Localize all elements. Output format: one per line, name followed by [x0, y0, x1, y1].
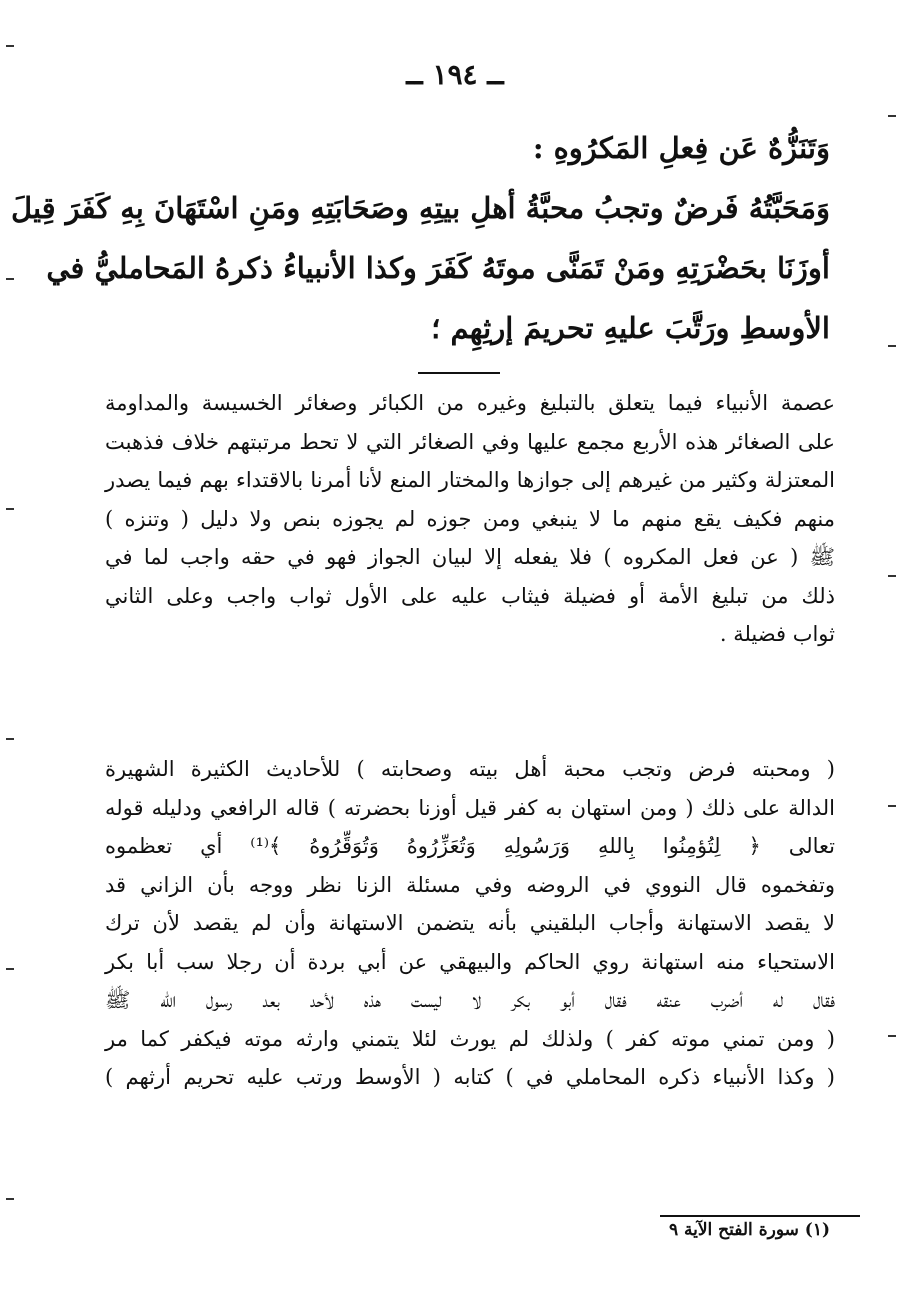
- scan-edge-mark: [6, 45, 14, 47]
- commentary-line: ﷺ ( عن فعل المكروه ) فلا يفعله إلا لبيان الجواز فهو في حقه واجب لما في: [105, 545, 835, 569]
- commentary-line: ( وكذا الأنبياء ذكره المحاملي في ) كتابه ( الأوسط ورتب عليه تحريم أرثهم ): [105, 1065, 835, 1089]
- scan-edge-mark: [6, 968, 14, 970]
- commentary-paragraph-1: [105, 384, 835, 654]
- matn-line: الأوسطِ ورَتَّبَ عليهِ تحريمَ إرثِهِم ؛: [431, 311, 830, 345]
- scan-edge-mark: [888, 575, 896, 577]
- scan-edge-mark: [888, 345, 896, 347]
- commentary-line: تعالى ﴿ لِتُؤمِنُوا بِاللهِ وَرَسُولِهِ وَتُعَزِّرُوهُ وَتُوَقِّرُوهُ ﴾⁽¹⁾ أي تعظموه: [105, 834, 835, 858]
- section-divider: [418, 372, 500, 374]
- commentary-line: فقال له أضرب عنقه فقال أبو بكر لا ليست هذه لأحد بعد رسول الله ﷺ: [105, 988, 835, 1012]
- matn-line: وَتَنَزُّهٌ عَن فِعلِ المَكرُوهِ :: [532, 131, 830, 165]
- commentary-line: على الصغائر هذه الأربع مجمع عليها وفي الصغائر التي لا تحط مرتبتهم خلاف فذهبت: [105, 429, 835, 454]
- commentary-line: ذلك من تبليغ الأمة أو فضيلة فيثاب عليه على الأول ثواب واجب وعلى الثاني: [105, 583, 835, 608]
- scan-edge-mark: [888, 1035, 896, 1037]
- commentary-line: لا يقصد الاستهانة وأجاب البلقيني بأنه يتضمن الاستهانة وأن لم يقصد لأن ترك: [105, 911, 835, 935]
- commentary-line: الدالة على ذلك ( ومن استهان به كفر قيل أوزنا بحضرته ) قاله الرافعي ودليله قوله: [105, 795, 835, 820]
- commentary-line: ثواب فضيلة .: [719, 622, 835, 646]
- scan-edge-mark: [6, 508, 14, 510]
- footnote-rule: [660, 1215, 860, 1217]
- commentary-line: ( ومن تمني موته كفر ) ولذلك لم يورث لئلا يتمني وارثه موته فيكفر كما مر: [105, 1026, 835, 1051]
- scan-edge-mark: [6, 1198, 14, 1200]
- commentary-line: ( ومحبته فرض وتجب محبة أهل بيته وصحابته ) للأحاديث الكثيرة الشهيرة: [105, 757, 835, 781]
- scan-edge-mark: [888, 115, 896, 117]
- commentary-paragraph-2: [105, 750, 835, 1097]
- page-number: ــ ١٩٤ ــ: [406, 58, 504, 91]
- commentary-line: المعتزلة وكثير من غيرهم إلى جوازها والمختار المنع لأنا أمرنا بالاقتداء بهم فيما يصدر: [105, 468, 835, 492]
- footnote: (١) سورة الفتح الآية ٩: [668, 1220, 830, 1240]
- scan-edge-mark: [888, 805, 896, 807]
- commentary-line: وتفخموه قال النووي في الروضه وفي مسئلة الزنا نظر ووجه بأن الزاني قد: [105, 872, 835, 897]
- scan-edge-mark: [6, 278, 14, 280]
- commentary-line: الاستحياء منه استهانة روي الحاكم والبيهقي عن أبي بردة أن رجلا سب أبا بكر: [105, 949, 835, 974]
- matn-line: وَمَحَبَّتُهُ فَرضٌ وتجبُ محبَّةُ أهلِ بيتِهِ وصَحَابَتِهِ ومَنِ اسْتَهَانَ بِهِ كَفَرَ قِيلَ: [11, 191, 830, 225]
- commentary-line: عصمة الأنبياء فيما يتعلق بالتبليغ وغيره من الكبائر وصغائر الخسيسة والمداومة: [105, 391, 835, 415]
- matn-text-block: [11, 118, 830, 358]
- commentary-line: منهم فكيف يقع منهم ما لا ينبغي ومن جوزه لم يجوزه بنص ولا دليل ( وتنزه ): [105, 506, 835, 531]
- scan-edge-mark: [6, 738, 14, 740]
- matn-line: أوزَنَا بحَضْرَتِهِ ومَنْ تَمَنَّى موتَهُ كَفَرَ وكذا الأنبياءُ ذكرهُ المَحامليُّ في: [46, 251, 830, 285]
